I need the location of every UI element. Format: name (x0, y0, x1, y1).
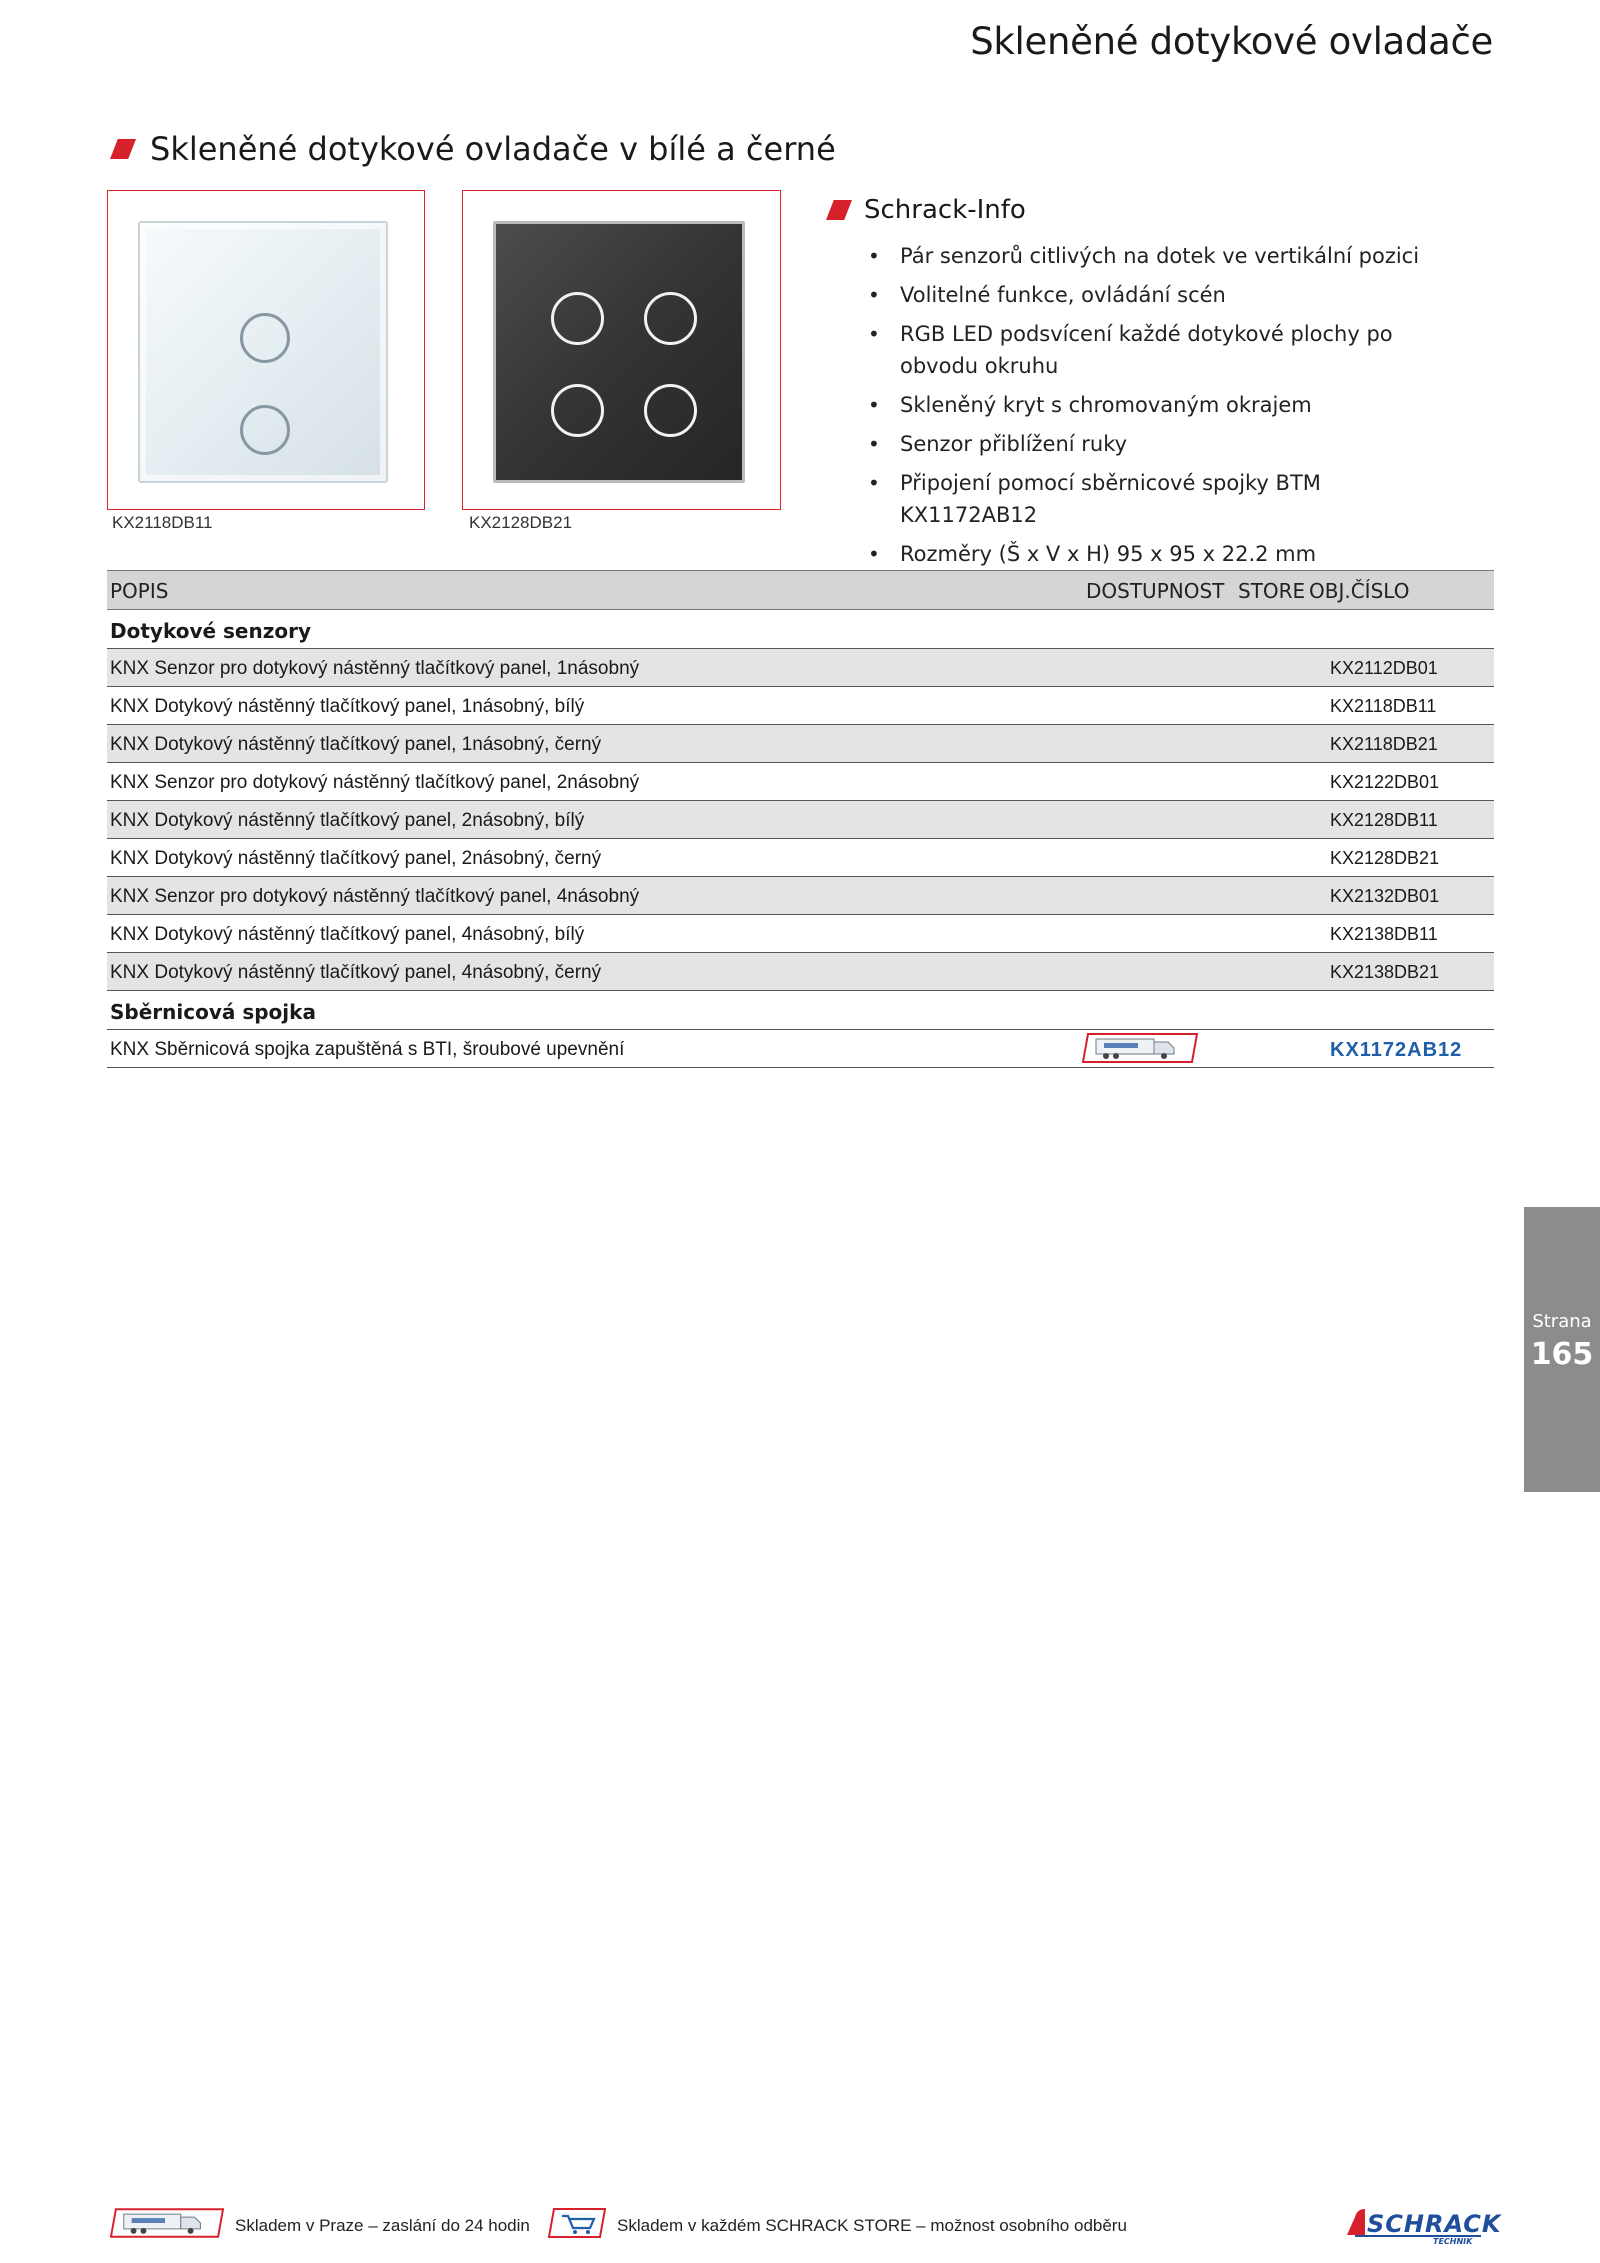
page-label: Strana (1532, 1311, 1592, 1332)
row-description: KNX Dotykový nástěnný tlačítkový panel, 1násobný, bílý (110, 696, 585, 717)
table-row[interactable] (107, 1030, 1494, 1068)
row-order-code: KX2118DB21 (1330, 734, 1438, 754)
touch-button-icon (240, 405, 290, 455)
row-order-code: KX2138DB11 (1330, 924, 1438, 944)
touch-button-icon (551, 292, 604, 345)
page-title: Skleněné dotykové ovladače (970, 20, 1493, 63)
group-title: Dotykové senzory (110, 619, 311, 643)
row-description: KNX Dotykový nástěnný tlačítkový panel, 2násobný, bílý (110, 810, 585, 831)
row-description: KNX Senzor pro dotykový nástěnný tlačítkový panel, 2násobný (110, 772, 640, 793)
info-list (868, 240, 1448, 577)
table-row[interactable] (107, 915, 1494, 953)
table-row[interactable] (107, 877, 1494, 915)
row-description: KNX Dotykový nástěnný tlačítkový panel, 4násobný, bílý (110, 924, 585, 945)
row-description: KNX Senzor pro dotykový nástěnný tlačítkový panel, 4násobný (110, 886, 640, 907)
row-order-code: KX2112DB01 (1330, 658, 1438, 678)
header-store: STORE (1238, 579, 1306, 603)
table-row[interactable] (107, 953, 1494, 991)
group-title: Sběrnicová spojka (110, 1000, 316, 1024)
product-image-white-panel[interactable] (107, 190, 425, 510)
row-order-code: KX2138DB21 (1330, 962, 1440, 982)
schrack-logo[interactable] (1255, 2205, 1505, 2249)
table-row[interactable] (107, 763, 1494, 801)
info-list-item: • Pár senzorů citlivých na dotek ve vertikální pozici (868, 240, 1448, 272)
info-list-item: • RGB LED podsvícení každé dotykové plochy po obvodu okruhu (868, 318, 1448, 382)
touch-button-icon (644, 292, 697, 345)
product-caption: KX2118DB11 (112, 513, 213, 532)
table-group-row (107, 610, 1494, 649)
info-title: Schrack-Info (864, 195, 1026, 225)
header-obj-cislo: OBJ.ČÍSLO (1309, 579, 1410, 603)
svg-text:TECHNIK: TECHNIK (1433, 2237, 1473, 2245)
red-marker-icon (110, 139, 136, 159)
section-title: Skleněné dotykové ovladače v bílé a černé (150, 130, 836, 168)
table-row[interactable] (107, 839, 1494, 877)
table-row[interactable] (107, 649, 1494, 687)
table-row[interactable] (107, 687, 1494, 725)
info-heading (826, 195, 1026, 225)
table-header (107, 570, 1494, 610)
product-table (107, 570, 1494, 1068)
truck-icon (1082, 1033, 1198, 1063)
info-list-item: • Skleněný kryt s chromovaným okrajem (868, 389, 1448, 421)
row-description: KNX Sběrnicová spojka zapuštěná s BTI, šroubové upevnění (110, 1039, 625, 1060)
row-description: KNX Dotykový nástěnný tlačítkový panel, 2násobný, černý (110, 848, 602, 869)
row-order-code: KX2118DB11 (1330, 696, 1437, 716)
table-group-row (107, 991, 1494, 1030)
truck-icon (110, 2208, 224, 2238)
page-number: 165 (1530, 1337, 1594, 1372)
row-description: KNX Senzor pro dotykový nástěnný tlačítkový panel, 1násobný (110, 658, 640, 679)
info-list-item: • Senzor přiblížení ruky (868, 428, 1448, 460)
table-row[interactable] (107, 725, 1494, 763)
row-order-code: KX2128DB21 (1330, 848, 1440, 868)
header-popis: POPIS (110, 579, 169, 603)
touch-button-icon (240, 313, 290, 363)
schrack-logo-icon (1255, 2205, 1505, 2245)
row-order-code: KX2122DB01 (1330, 772, 1440, 792)
footer-store-text: Skladem v každém SCHRACK STORE – možnost osobního odběru (617, 2216, 1127, 2235)
product-caption: KX2128DB21 (469, 513, 573, 532)
svg-text:SCHRACK: SCHRACK (1367, 2210, 1502, 2238)
product-image-black-panel[interactable] (462, 190, 781, 510)
touch-button-icon (644, 384, 697, 437)
info-list-item: • Rozměry (Š x V x H) 95 x 95 x 22.2 mm (868, 538, 1448, 570)
table-row[interactable] (107, 801, 1494, 839)
row-order-code: KX2132DB01 (1330, 886, 1440, 906)
footer-prague-text: Skladem v Praze – zaslání do 24 hodin (235, 2216, 530, 2235)
info-list-item: • Volitelné funkce, ovládání scén (868, 279, 1448, 311)
row-order-code: KX2128DB11 (1330, 810, 1438, 830)
section-heading (110, 130, 836, 168)
row-description: KNX Dotykový nástěnný tlačítkový panel, 1násobný, černý (110, 734, 602, 755)
row-order-code-link[interactable]: KX1172AB12 (1330, 1039, 1463, 1061)
white-glass-panel-2-gang (138, 221, 388, 483)
row-description: KNX Dotykový nástěnný tlačítkový panel, 4násobný, černý (110, 962, 602, 983)
black-glass-panel-4-gang (493, 221, 745, 483)
page-number-tab (1524, 1207, 1600, 1492)
red-marker-icon (826, 200, 852, 220)
shopping-cart-icon (548, 2208, 606, 2238)
header-dostupnost: DOSTUPNOST (1086, 579, 1225, 603)
touch-button-icon (551, 384, 604, 437)
info-list-item: • Připojení pomocí sběrnicové spojky BTM KX1172AB12 (868, 467, 1448, 531)
